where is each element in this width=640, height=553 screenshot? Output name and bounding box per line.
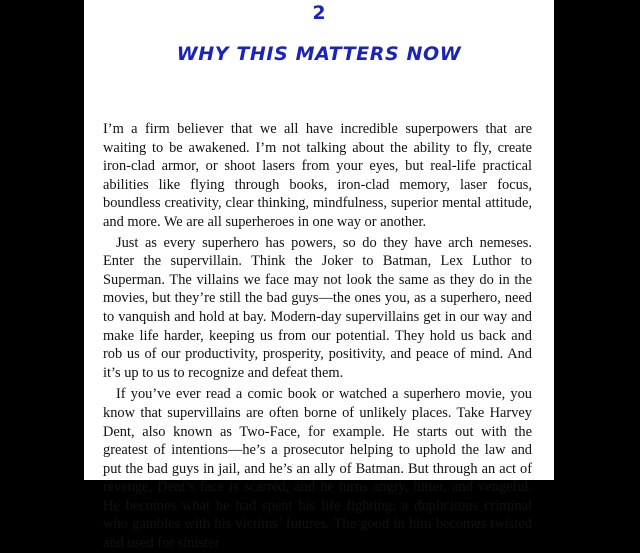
paragraph: If you’ve ever read a comic book or watched a superhero movie, you know that supervillains are often borne of unlikely places. Take Harvey Dent, also known as Two-Face, for example. He starts out with the greatest of intentions—he’s a prosecutor helping to uphold the law and put the bad guys in jail, and he’s an ally of Batman. But through an act of revenge, Dent’s face is scarred, and he turns angry, bitter, and vengeful. He becomes what he had spent his life fighting: a duplicitous criminal who gambles with his victims’ futures. The good in him becomes twisted and used for sinister <box>103 386 532 552</box>
book-page <box>84 0 554 552</box>
paragraph: Just as every superhero has powers, so do they have arch nemeses. Enter the supervillain. Think the Joker to Batman, Lex Luthor to Superman. The villains we face may not look the same as they do in the movies, but they’re still the bad guys—the ones you, as a superhero, need to vanquish and hold at bay. Modern-day supervillains get in our way and make life harder, keeping us from our potential. They hold us back and rob us of our productivity, prosperity, positivity, and peace of mind. And it’s up to us to recognize and defeat them. <box>103 234 532 381</box>
chapter-title: WHY THIS MATTERS NOW <box>176 43 462 65</box>
body-text <box>103 120 532 553</box>
paragraph: I’m a firm believer that we all have incredible superpowers that are waiting to be awakened. I’m not talking about the ability to fly, create iron-clad armor, or shoot lasers from your eyes, but real-life practical abilities like flying through books, iron-clad memory, laser focus, boundless creativity, clear thinking, mindfulness, superior mental attitude, and more. We are all superheroes in one way or another. <box>103 121 532 230</box>
chapter-number: 2 <box>312 2 326 24</box>
